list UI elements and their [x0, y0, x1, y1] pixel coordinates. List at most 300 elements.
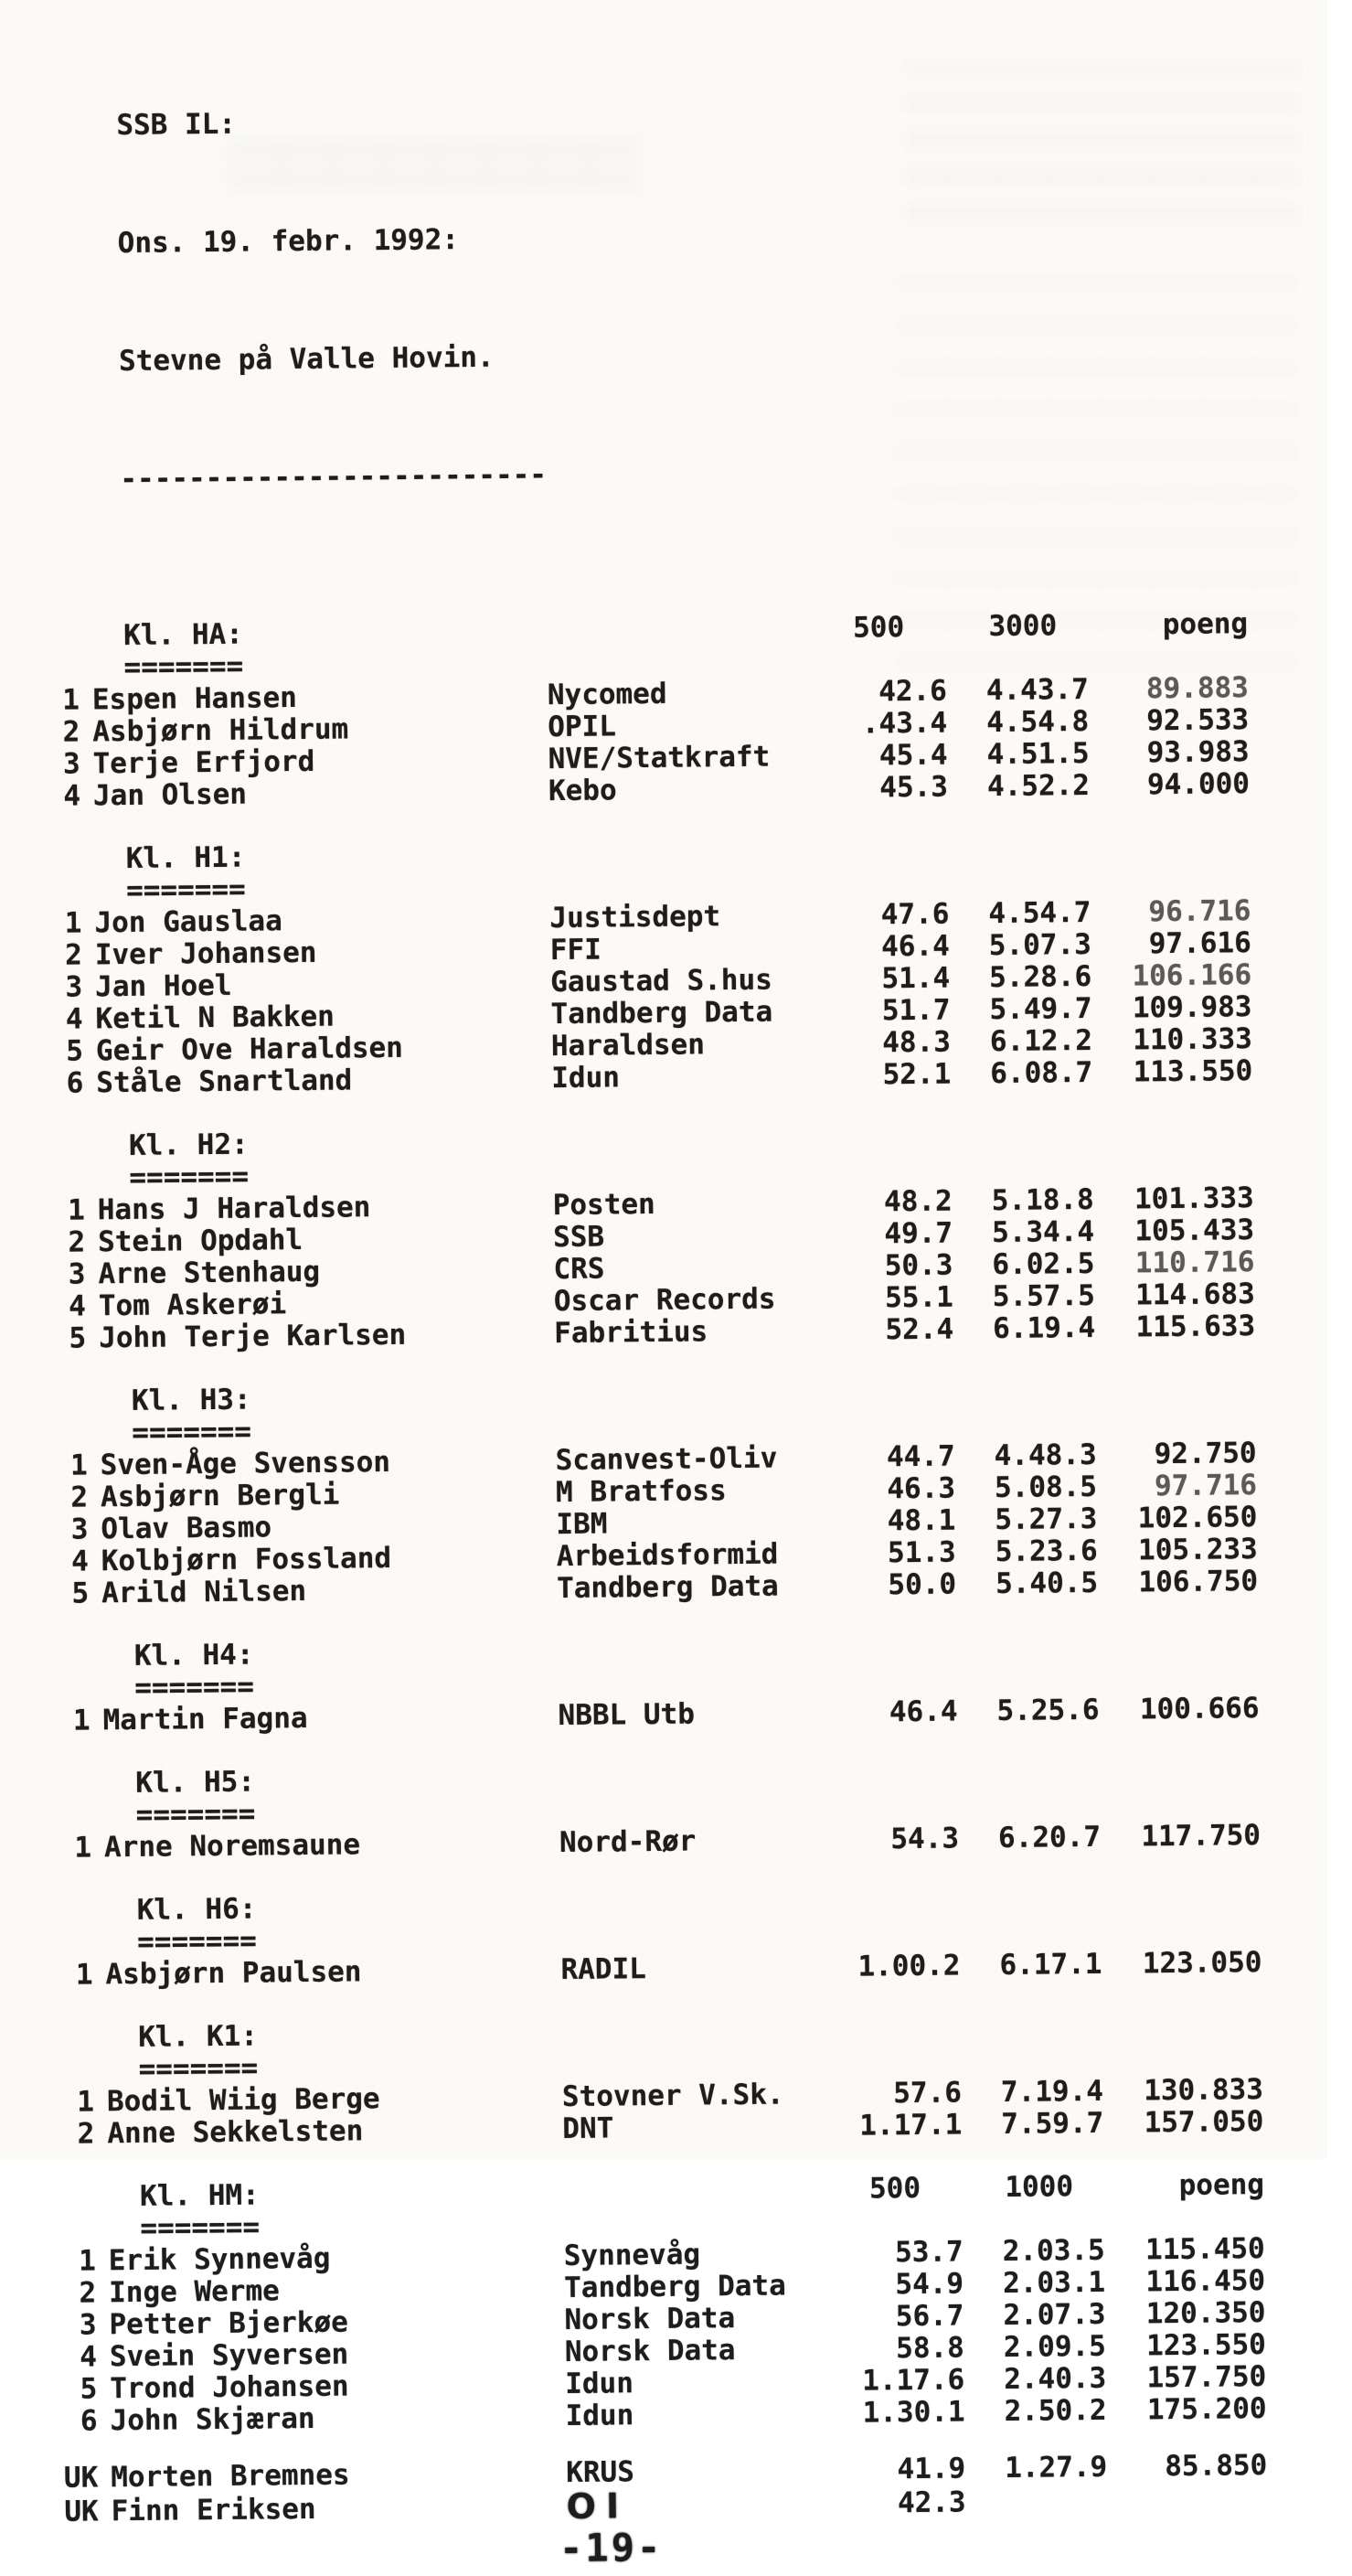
section-title-cell	[94, 839, 549, 875]
club-cell: OPIL	[548, 710, 617, 744]
club-cell: FFI	[549, 933, 601, 967]
club-cell: M Bratfoss	[555, 1474, 727, 1510]
org-line: SSB IL:	[116, 107, 237, 143]
rank-cell	[55, 1895, 105, 1928]
rank-cell	[41, 620, 91, 653]
section-title-cell	[102, 1636, 558, 1673]
points-cell: 113.550	[1133, 1054, 1253, 1089]
section-underline: =======	[136, 1924, 257, 1959]
sprint-time-cell: 48.1	[887, 1503, 956, 1538]
rank-cell: 1	[78, 2244, 96, 2278]
name-cell: Stein Opdahl	[97, 1223, 303, 1259]
sprint-time-cell: 45.4	[878, 738, 948, 773]
col-header-points: poeng	[1178, 2168, 1265, 2202]
col-header-points: poeng	[1162, 607, 1249, 642]
club-cell: Haraldsen	[550, 1028, 706, 1064]
name-cell: Morten Bremnes	[111, 2458, 350, 2495]
rank-cell	[49, 1385, 100, 1418]
distance-time-cell: 5.25.6	[996, 1693, 1100, 1728]
name-cell: Geir Ove Haraldsen	[95, 1031, 404, 1068]
section-title-cell	[103, 1763, 559, 1800]
section-klh4	[16, 1628, 1344, 1737]
section-klh3	[13, 1373, 1342, 1610]
rank-cell: UK	[64, 2495, 99, 2528]
distance-time-cell: 4.51.5	[986, 736, 1090, 772]
rank-cell	[55, 1927, 105, 1960]
sprint-time-cell: 48.3	[882, 1025, 952, 1060]
section-title: Kl. HA:	[122, 617, 244, 652]
points-cell: 157.050	[1144, 2105, 1264, 2140]
result-sections	[5, 607, 1351, 2438]
points-cell: 89.883	[1145, 671, 1250, 706]
sprint-time-cell: 46.4	[880, 929, 950, 964]
col-header-distance	[961, 2012, 1102, 2046]
club-cell: Tandberg Data	[563, 2269, 786, 2305]
col-header-sprint	[824, 2013, 961, 2047]
distance-time-cell: 5.57.5	[992, 1278, 1095, 1314]
sprint-time-cell: 52.4	[885, 1312, 954, 1347]
club-cell: KRUS	[566, 2455, 635, 2490]
rank-cell	[58, 2213, 108, 2246]
rank-cell: 5	[80, 2372, 98, 2406]
distance-time-cell: 6.08.7	[990, 1055, 1093, 1091]
name-cell: Finn Eriksen	[111, 2492, 316, 2528]
rank-cell	[44, 843, 94, 876]
col-header-sprint	[821, 1758, 958, 1792]
col-header-sprint: 500	[852, 611, 905, 645]
rank-cell: 6	[80, 2404, 98, 2438]
section-klh6	[18, 1882, 1347, 1992]
distance-time-cell: 5.49.7	[989, 991, 1092, 1027]
points-cell: 110.716	[1134, 1245, 1255, 1280]
rank-cell: 4	[69, 1289, 87, 1323]
sprint-time-cell: 1.30.1	[862, 2395, 965, 2430]
club-cell: Arbeidsformid	[556, 1537, 779, 1574]
club-cell	[561, 2015, 824, 2049]
section-klha	[5, 607, 1334, 813]
section-title: Kl. H5:	[135, 1765, 256, 1800]
club-cell: NBBL Utb	[558, 1697, 696, 1733]
section-underline: =======	[132, 1415, 252, 1449]
col-header-points	[1099, 1629, 1259, 1662]
section-title: Kl. HM:	[139, 2178, 260, 2213]
rank-cell: 1	[64, 906, 82, 940]
col-header-sprint	[817, 1377, 954, 1411]
club-cell: Tandberg Data	[556, 1569, 779, 1606]
col-header-points	[1091, 831, 1251, 865]
rank-cell	[44, 875, 94, 908]
points-cell: 97.716	[1154, 1469, 1258, 1503]
points-cell: 123.550	[1145, 2327, 1267, 2363]
section-underline: =======	[140, 2210, 261, 2245]
club-cell: Norsk Data	[564, 2302, 736, 2337]
rank-cell	[49, 1417, 100, 1450]
name-cell: Arne Stenhaug	[98, 1255, 321, 1291]
points-cell: 106.166	[1132, 958, 1252, 993]
underline-cell	[91, 647, 547, 684]
col-header-distance	[960, 1885, 1102, 1919]
points-cell: 100.666	[1139, 1692, 1260, 1726]
section-title-cell	[108, 2176, 563, 2213]
points-cell: 93.983	[1146, 735, 1250, 770]
club-cell: Gaustad S.hus	[549, 963, 772, 999]
club-cell: Norsk Data	[564, 2334, 736, 2369]
name-cell: Terje Erfjord	[92, 744, 315, 781]
name-cell: Asbjørn Paulsen	[105, 1955, 362, 1992]
club-cell: OI	[566, 2485, 630, 2528]
sprint-time-cell: 46.4	[889, 1694, 958, 1729]
rank-cell: 1	[62, 683, 80, 717]
club-cell: IBM	[556, 1507, 608, 1542]
rank-cell	[47, 1162, 97, 1195]
distance-time-cell: 4.54.8	[986, 704, 1090, 740]
points-cell: 130.833	[1144, 2073, 1264, 2108]
club-cell: DNT	[562, 2111, 614, 2146]
distance-time-cell: 6.12.2	[989, 1023, 1093, 1059]
distance-time-cell	[965, 2485, 1107, 2520]
points-cell: 110.333	[1133, 1022, 1253, 1057]
col-header-distance	[954, 1375, 1096, 1409]
col-header-sprint	[820, 1631, 957, 1665]
underline-cell	[102, 1668, 558, 1705]
name-cell: Anne Sekkelsten	[107, 2114, 364, 2151]
section-title: Kl. K1:	[138, 2019, 259, 2054]
col-header-points	[1100, 1756, 1260, 1790]
section-underline: =======	[134, 1670, 255, 1705]
club-cell	[560, 1887, 823, 1922]
name-cell: Ketil N Bakken	[95, 999, 335, 1036]
distance-time-cell: 5.27.3	[995, 1502, 1098, 1537]
section-underline: =======	[125, 872, 246, 907]
distance-time-cell: 4.48.3	[994, 1438, 1097, 1473]
name-cell: Jon Gauslaa	[94, 904, 282, 940]
distance-time-cell: 6.20.7	[997, 1820, 1102, 1855]
section-underline: =======	[123, 649, 244, 684]
sprint-time-cell: .43.4	[861, 706, 948, 741]
club-cell: Synnevåg	[563, 2238, 701, 2273]
distance-time-cell: 7.59.7	[1001, 2106, 1104, 2142]
sprint-time-cell: 1.17.6	[862, 2363, 965, 2398]
col-header-distance: 1000	[1005, 2170, 1074, 2204]
club-cell	[547, 613, 809, 647]
points-cell: 109.983	[1132, 990, 1252, 1025]
rank-cell: UK	[63, 2461, 99, 2495]
rank-cell	[53, 1768, 103, 1801]
rank-cell: 2	[68, 1225, 86, 1259]
club-cell	[555, 1378, 817, 1413]
name-cell: Iver Johansen	[94, 935, 317, 972]
rank-cell: 1	[67, 1193, 85, 1227]
col-header-distance: 3000	[988, 609, 1058, 644]
section-underline: =======	[138, 2051, 259, 2086]
name-cell: Hans J Haraldsen	[97, 1191, 371, 1227]
rank-cell: 4	[65, 1002, 83, 1036]
underline-cell	[94, 871, 549, 907]
points-cell: 105.233	[1137, 1533, 1258, 1567]
section-klh1	[7, 830, 1337, 1100]
distance-time-cell: 5.34.4	[991, 1214, 1095, 1250]
rank-cell: 4	[80, 2340, 98, 2374]
rank-cell	[56, 2022, 106, 2055]
club-cell: Nycomed	[547, 677, 667, 712]
distance-time-cell: 6.19.4	[993, 1310, 1096, 1346]
distance-time-cell: 2.03.5	[1002, 2233, 1105, 2268]
points-cell: 85.850	[1165, 2448, 1268, 2484]
section-klh2	[10, 1117, 1339, 1355]
sprint-time-cell: 56.7	[895, 2299, 964, 2334]
rank-cell	[47, 1130, 97, 1163]
rank-cell: 4	[63, 779, 81, 813]
name-cell: Kolbjørn Fossland	[101, 1541, 392, 1578]
rank-cell: 2	[64, 938, 83, 972]
rank-cell: 3	[65, 970, 83, 1004]
club-cell: Stovner V.Sk.	[561, 2078, 784, 2114]
distance-time-cell: 7.19.4	[1000, 2074, 1104, 2110]
name-cell: Arild Nilsen	[101, 1574, 307, 1610]
sprint-time-cell: 54.3	[890, 1822, 960, 1856]
sprint-time-cell: 45.3	[879, 770, 949, 805]
points-cell: 123.050	[1142, 1946, 1262, 1981]
club-cell: Idun	[551, 1061, 621, 1096]
sprint-time-cell: 51.7	[881, 993, 951, 1028]
distance-time-cell: 6.17.1	[999, 1947, 1102, 1983]
underline-cell	[108, 2208, 563, 2245]
col-header-distance	[952, 1120, 1093, 1154]
club-cell: Idun	[565, 2399, 634, 2433]
col-header-points	[1102, 2010, 1262, 2044]
section-title-cell	[97, 1126, 552, 1162]
name-cell: Martin Fagna	[102, 1701, 308, 1737]
sprint-time-cell: 52.1	[882, 1057, 952, 1092]
name-cell: Sven-Åge Svensson	[100, 1445, 391, 1482]
date-line: Ons. 19. febr. 1992:	[117, 223, 460, 261]
rank-cell: 3	[79, 2308, 97, 2342]
club-cell	[559, 1760, 821, 1795]
club-cell: CRS	[553, 1252, 605, 1287]
sprint-time-cell: 50.0	[888, 1567, 957, 1602]
section-title: Kl. H6:	[136, 1892, 257, 1927]
points-cell: 102.650	[1137, 1501, 1258, 1535]
unranked-block	[24, 2448, 1352, 2529]
club-cell: Scanvest-Oliv	[555, 1441, 778, 1478]
points-cell: 106.750	[1138, 1565, 1259, 1599]
section-klhm	[21, 2168, 1351, 2438]
sprint-time-cell: 51.4	[881, 961, 951, 996]
rank-cell	[54, 1800, 104, 1833]
distance-time-cell: 2.40.3	[1004, 2361, 1107, 2396]
rank-cell: 3	[70, 1512, 89, 1546]
club-cell: Kebo	[548, 774, 617, 808]
club-cell: NVE/Statkraft	[548, 740, 771, 776]
points-cell: 157.750	[1146, 2359, 1267, 2395]
sprint-time-cell: 50.3	[884, 1248, 953, 1283]
col-header-distance	[949, 833, 1091, 867]
rank-cell: 4	[70, 1545, 89, 1578]
name-cell: Trond Johansen	[110, 2369, 349, 2406]
club-cell: SSB	[552, 1220, 605, 1255]
rank-cell: 5	[69, 1321, 87, 1355]
distance-time-cell: 5.23.6	[995, 1534, 1098, 1569]
distance-time-cell: 5.18.8	[991, 1182, 1094, 1218]
points-cell: 97.616	[1148, 926, 1251, 961]
name-cell: Erik Synnevåg	[108, 2241, 331, 2278]
section-underline: =======	[129, 1160, 250, 1194]
club-cell: RADIL	[560, 1952, 647, 1987]
rank-cell: 1	[75, 1958, 93, 1992]
name-cell: John Skjæran	[110, 2401, 315, 2438]
rank-cell	[56, 2054, 106, 2087]
underline-cell	[104, 1795, 559, 1832]
distance-time-cell: 4.52.2	[986, 768, 1091, 804]
name-cell: Asbjørn Hildrum	[92, 712, 349, 749]
document-header	[0, 0, 1331, 579]
points-cell: 92.533	[1146, 703, 1250, 738]
section-title-cell	[105, 1890, 560, 1927]
col-header-points	[1093, 1118, 1253, 1152]
points-cell: 96.716	[1148, 894, 1251, 929]
club-cell	[558, 1633, 820, 1668]
name-cell: Ståle Snartland	[96, 1064, 353, 1100]
rank-cell	[41, 652, 91, 685]
sprint-time-cell: 53.7	[894, 2235, 963, 2270]
points-cell: 117.750	[1141, 1819, 1262, 1854]
section-underline: =======	[135, 1797, 256, 1832]
rank-cell: 2	[77, 2117, 95, 2151]
name-cell: Espen Hansen	[91, 680, 298, 717]
col-header-sprint	[814, 1122, 952, 1156]
rank-cell: 2	[70, 1480, 89, 1514]
points-cell: 94.000	[1146, 767, 1251, 802]
points-cell: 120.350	[1145, 2295, 1266, 2331]
section-title-cell	[91, 615, 547, 652]
rank-cell: 5	[66, 1034, 84, 1068]
name-cell: Arne Noremsaune	[103, 1828, 361, 1865]
sprint-time-cell: 1.00.2	[857, 1949, 961, 1983]
distance-time-cell: 2.09.5	[1003, 2329, 1107, 2364]
sprint-time-cell: 42.3	[897, 2485, 966, 2520]
rank-cell: 1	[74, 1831, 92, 1865]
col-header-points	[1096, 1374, 1256, 1407]
sprint-time-cell: 46.3	[887, 1471, 956, 1506]
name-cell: Jan Olsen	[92, 777, 248, 813]
rank-cell: 3	[68, 1257, 86, 1291]
section-title: Kl. H2:	[128, 1128, 249, 1162]
distance-time-cell: 6.02.5	[992, 1246, 1095, 1282]
distance-time-cell: 2.03.1	[1002, 2265, 1106, 2300]
col-header-points	[1102, 1883, 1262, 1917]
name-cell: Asbjørn Bergli	[100, 1478, 340, 1514]
points-cell: 92.750	[1154, 1437, 1257, 1471]
section-title: Kl. H1:	[125, 840, 246, 875]
col-header-sprint	[812, 835, 949, 869]
section-klh5	[16, 1755, 1345, 1865]
rank-cell: 1	[77, 2085, 95, 2119]
points-cell: 101.333	[1134, 1181, 1254, 1216]
page-number: -19-	[559, 2524, 664, 2571]
col-header-sprint	[823, 1886, 960, 1919]
divider-line: -------------------------	[120, 458, 548, 497]
section-title-cell	[100, 1381, 555, 1417]
rank-cell: 2	[62, 715, 80, 749]
sprint-time-cell: 44.7	[886, 1439, 955, 1474]
points-cell: 115.450	[1144, 2231, 1265, 2267]
section-title-cell	[106, 2017, 561, 2054]
name-cell: John Terje Karlsen	[99, 1318, 407, 1355]
col-header-distance	[958, 1758, 1100, 1791]
name-cell: Petter Bjerkøe	[109, 2305, 348, 2342]
name-cell: Svein Syversen	[109, 2337, 349, 2374]
sprint-time-cell: 47.6	[880, 897, 950, 932]
sprint-time-cell: 55.1	[884, 1280, 953, 1315]
distance-time-cell: 5.28.6	[988, 959, 1092, 995]
section-title: Kl. H3:	[131, 1383, 251, 1417]
points-cell: 114.683	[1134, 1277, 1255, 1312]
name-cell: Jan Hoel	[95, 968, 232, 1004]
underline-cell	[100, 1413, 555, 1449]
sprint-time-cell: 49.7	[884, 1216, 953, 1251]
club-cell: Fabritius	[554, 1315, 708, 1351]
distance-time-cell: 1.27.9	[1005, 2450, 1108, 2485]
club-cell: Oscar Records	[553, 1282, 776, 1319]
rank-cell: 1	[72, 1704, 90, 1737]
club-cell: Nord-Rør	[559, 1824, 697, 1860]
name-cell: Inge Werme	[108, 2274, 280, 2310]
sprint-time-cell: 42.6	[878, 674, 948, 709]
distance-time-cell: 2.07.3	[1003, 2297, 1106, 2332]
rank-cell: 2	[79, 2276, 97, 2310]
section-klk1	[19, 2009, 1347, 2151]
sprint-time-cell: 41.9	[897, 2452, 966, 2486]
club-cell: Justisdept	[549, 900, 721, 935]
rank-cell: 5	[71, 1577, 90, 1610]
name-cell: Tom Askerøi	[98, 1288, 287, 1323]
points-cell: 175.200	[1146, 2391, 1267, 2427]
event-line: Stevne på Valle Hovin.	[118, 340, 495, 379]
distance-time-cell: 2.50.2	[1004, 2393, 1107, 2428]
rank-cell	[58, 2181, 108, 2214]
club-cell	[552, 1123, 814, 1158]
club-cell: Idun	[565, 2367, 634, 2401]
name-cell: Bodil Wiig Berge	[106, 2082, 380, 2119]
sprint-time-cell: 48.2	[883, 1184, 953, 1219]
section-title: Kl. H4:	[133, 1638, 254, 1673]
sprint-time-cell: 58.8	[896, 2331, 965, 2366]
points-cell: 115.633	[1135, 1309, 1256, 1344]
underline-cell	[97, 1158, 552, 1194]
rank-cell: 3	[62, 747, 80, 781]
distance-time-cell: 5.08.5	[994, 1470, 1098, 1505]
rank-cell	[52, 1673, 102, 1705]
col-header-distance	[957, 1630, 1099, 1664]
distance-time-cell: 4.43.7	[985, 672, 1090, 708]
sprint-time-cell: 51.3	[887, 1535, 956, 1570]
club-cell	[549, 836, 812, 871]
club-cell	[563, 2174, 825, 2208]
points-cell	[1107, 2483, 1267, 2518]
club-cell: Tandberg Data	[550, 995, 773, 1031]
rank-cell	[52, 1641, 102, 1673]
sprint-time-cell: 1.17.1	[859, 2108, 963, 2143]
name-cell: Olav Basmo	[101, 1511, 272, 1546]
underline-cell	[105, 1922, 560, 1959]
distance-time-cell: 5.07.3	[988, 927, 1091, 963]
points-cell: 116.450	[1145, 2263, 1266, 2299]
distance-time-cell: 5.40.5	[995, 1566, 1099, 1601]
sprint-time-cell: 54.9	[895, 2267, 964, 2302]
underline-cell	[106, 2049, 561, 2086]
rank-cell: 1	[69, 1448, 88, 1482]
distance-time-cell: 4.54.7	[988, 895, 1091, 931]
